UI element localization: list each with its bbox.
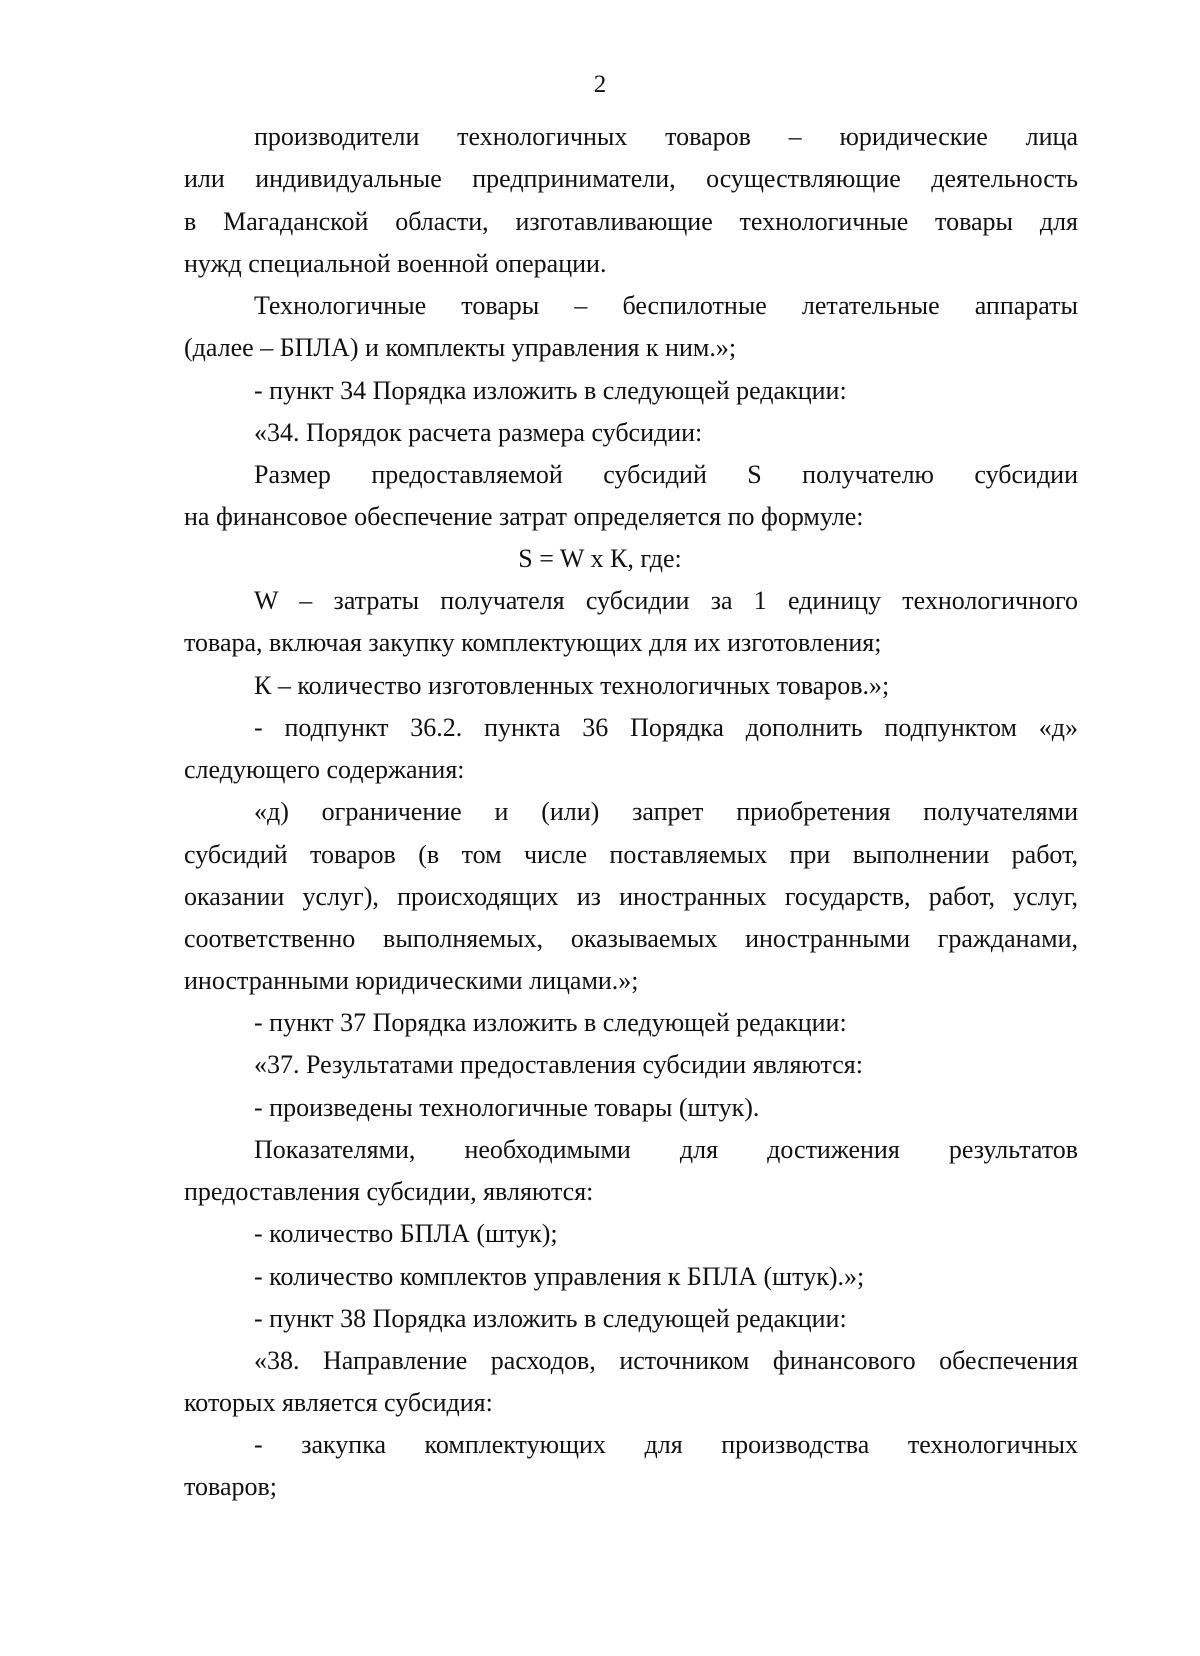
text-line: в Магаданской области, изготавливающие технологичные товары для xyxy=(184,207,1078,236)
text-line: которых является субсидия: xyxy=(184,1388,493,1417)
text-line: «д) ограничение и (или) запрет приобретения получателями xyxy=(254,797,1078,826)
text-line: оказании услуг), происходящих из иностранных государств, работ, услуг, xyxy=(184,882,1078,911)
text-line: - количество БПЛА (штук); xyxy=(254,1219,558,1248)
text-line: иностранными юридическими лицами.»; xyxy=(184,966,639,995)
text-line: - пункт 38 Порядка изложить в следующей редакции: xyxy=(254,1304,847,1333)
text-line: W – затраты получателя субсидии за 1 единицу технологичного xyxy=(254,586,1078,615)
text-line: или индивидуальные предприниматели, осуществляющие деятельность xyxy=(184,164,1078,193)
text-line: К – количество изготовленных технологичных товаров.»; xyxy=(254,671,890,700)
text-line: соответственно выполняемых, оказываемых иностранными гражданами, xyxy=(184,924,1078,953)
text-line: - подпункт 36.2. пункта 36 Порядка дополнить подпунктом «д» xyxy=(254,713,1078,742)
text-line: «38. Направление расходов, источником финансового обеспечения xyxy=(254,1346,1078,1375)
text-line: (далее – БПЛА) и комплекты управления к ним.»; xyxy=(184,333,737,362)
text-line: производители технологичных товаров – юридические лица xyxy=(254,122,1078,151)
formula: S = W х К, где: xyxy=(518,544,682,573)
text-line: Технологичные товары – беспилотные летательные аппараты xyxy=(254,291,1078,320)
text-line: Размер предоставляемой субсидий S получателю субсидии xyxy=(254,460,1078,489)
text-line: «37. Результатами предоставления субсидии являются: xyxy=(254,1050,863,1079)
page-number: 2 xyxy=(593,71,607,98)
text-line: товаров; xyxy=(184,1472,277,1501)
text-line: товара, включая закупку комплектующих для их изготовления; xyxy=(184,628,882,657)
text-line: - произведены технологичные товары (штук). xyxy=(254,1093,760,1122)
text-line: нужд специальной военной операции. xyxy=(184,249,607,278)
text-line: - пункт 34 Порядка изложить в следующей редакции: xyxy=(254,376,847,405)
text-line: - количество комплектов управления к БПЛА (штук).»; xyxy=(254,1262,865,1291)
text-line: - закупка комплектующих для производства технологичных xyxy=(254,1430,1078,1459)
text-line: - пункт 37 Порядка изложить в следующей редакции: xyxy=(254,1008,847,1037)
text-line: на финансовое обеспечение затрат определяется по формуле: xyxy=(184,502,864,531)
text-line: субсидий товаров (в том числе поставляемых при выполнении работ, xyxy=(184,840,1078,869)
text-line: следующего содержания: xyxy=(184,755,465,784)
text-line: предоставления субсидии, являются: xyxy=(184,1177,594,1206)
text-line: «34. Порядок расчета размера субсидии: xyxy=(254,418,703,447)
text-line: Показателями, необходимыми для достижения результатов xyxy=(254,1135,1078,1164)
